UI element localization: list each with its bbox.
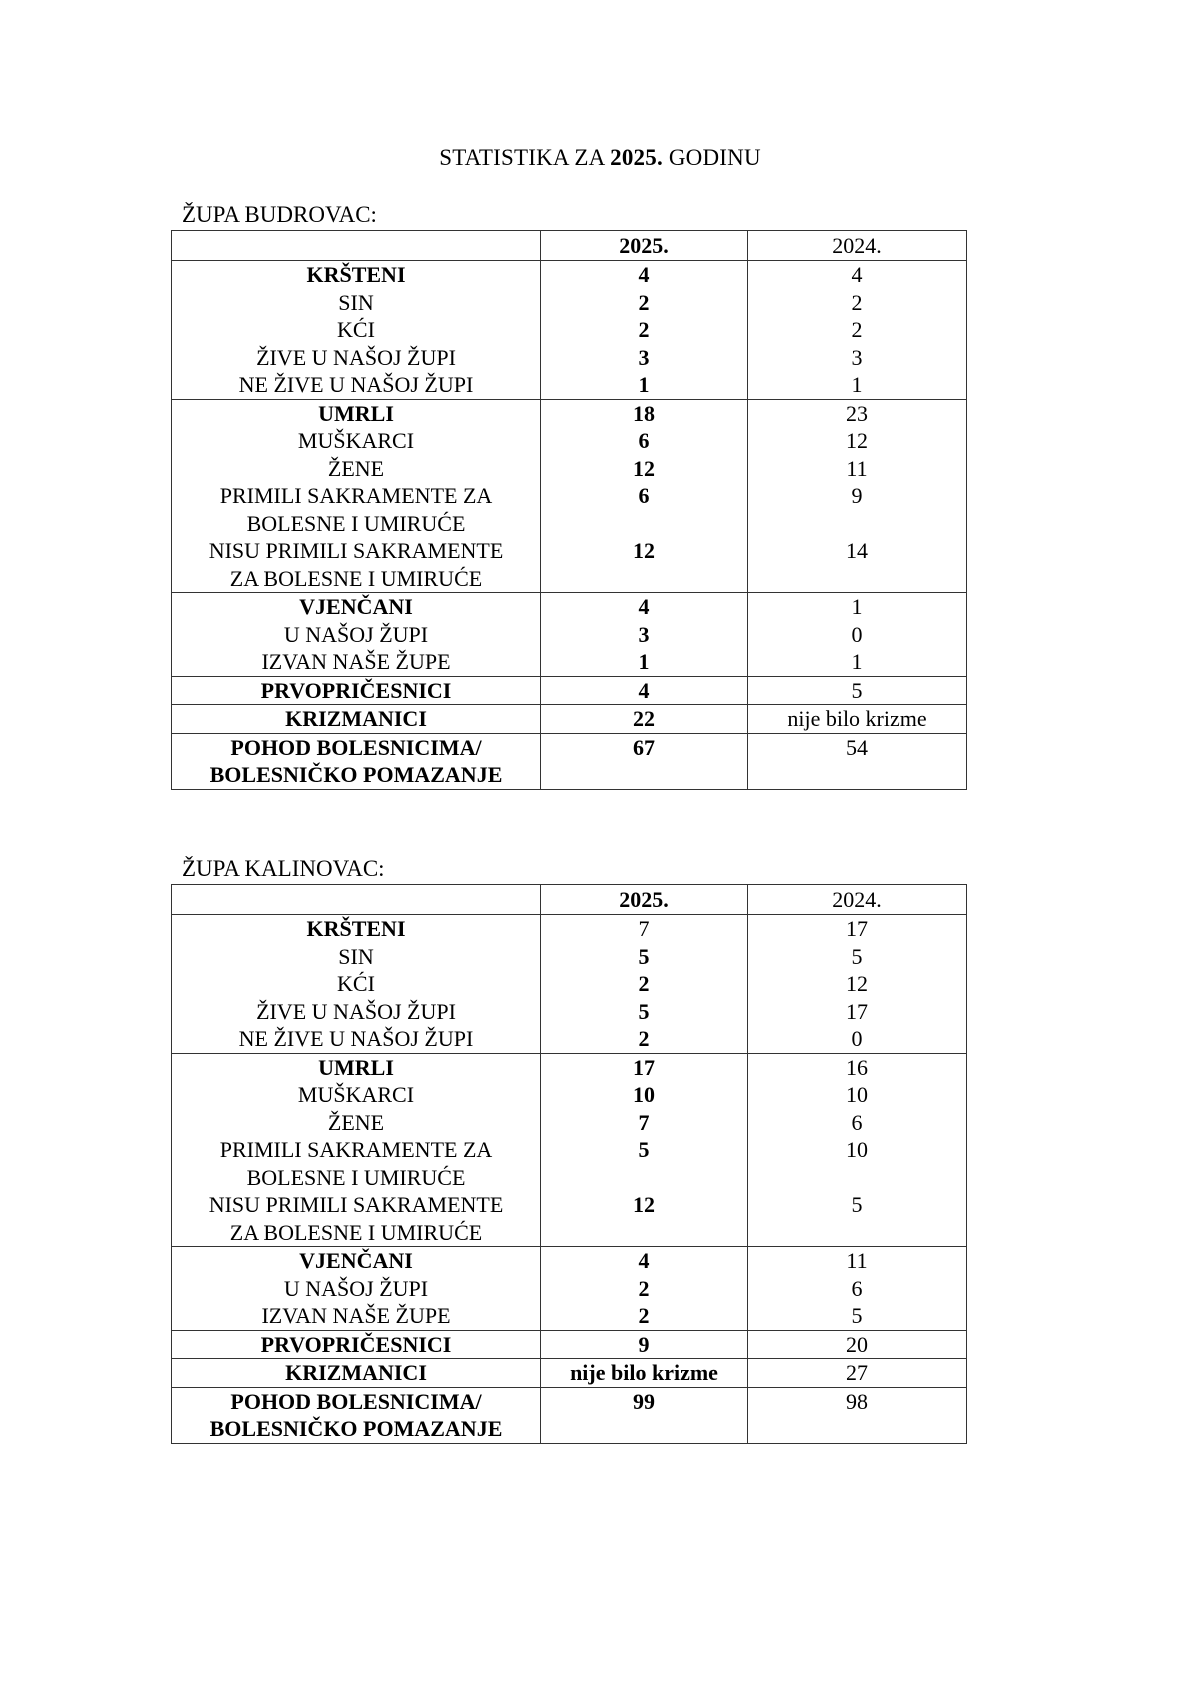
value-2025: 5	[541, 1136, 748, 1191]
table-row	[172, 289, 967, 317]
row-label: KĆI	[172, 970, 541, 998]
value-2025: 18	[541, 399, 748, 427]
row-label: MUŠKARCI	[172, 427, 541, 455]
value-2024: 11	[748, 1247, 967, 1275]
value-2024: 5	[748, 943, 967, 971]
row-label-line: ZA BOLESNE I UMIRUĆE	[229, 565, 483, 591]
row-label: VJENČANI	[172, 593, 541, 621]
table-row	[172, 427, 967, 455]
row-label: UMRLI	[172, 399, 541, 427]
value-2024: 3	[748, 344, 967, 372]
value-2025: 4	[541, 1247, 748, 1275]
table-row	[172, 1387, 967, 1443]
title-year: 2025.	[610, 145, 663, 170]
value-2024: 9	[748, 482, 967, 537]
value-2025: 5	[541, 998, 748, 1026]
table-row	[172, 648, 967, 676]
table-row	[172, 1359, 967, 1388]
row-label-line: PRIMILI SAKRAMENTE ZA	[219, 483, 493, 508]
row-label-line: NISU PRIMILI SAKRAMENTE	[208, 1192, 504, 1217]
row-label-line: BOLESNIČKO POMAZANJE	[209, 762, 503, 787]
row-label-line: BOLESNE I UMIRUĆE	[246, 510, 466, 536]
row-label-line: POHOD BOLESNICIMA/	[230, 734, 482, 760]
table-row	[172, 1109, 967, 1137]
table-header-row	[172, 231, 967, 261]
value-2025: 1	[541, 648, 748, 676]
row-label: SIN	[172, 943, 541, 971]
row-label: IZVAN NAŠE ŽUPE	[172, 648, 541, 676]
row-label: PRVOPRIČESNICI	[172, 676, 541, 705]
table-row	[172, 593, 967, 621]
value-2025: 12	[541, 1191, 748, 1247]
value-2024: 12	[748, 427, 967, 455]
row-label-line: PRIMILI SAKRAMENTE ZA	[219, 1137, 493, 1162]
header-2024: 2024.	[748, 885, 967, 915]
row-label-line: ZA BOLESNE I UMIRUĆE	[229, 1219, 483, 1245]
header-2024: 2024.	[748, 231, 967, 261]
table-row	[172, 1275, 967, 1303]
row-label: SIN	[172, 289, 541, 317]
table-row	[172, 1081, 967, 1109]
value-2025: 1	[541, 371, 748, 399]
value-2025: 6	[541, 427, 748, 455]
value-2024: 0	[748, 1025, 967, 1053]
row-label	[172, 1136, 541, 1191]
value-2025: 22	[541, 705, 748, 734]
row-label: VJENČANI	[172, 1247, 541, 1275]
row-label: KRŠTENI	[172, 915, 541, 943]
value-2025: 2	[541, 289, 748, 317]
row-label	[172, 482, 541, 537]
header-label-cell	[172, 231, 541, 261]
row-label: IZVAN NAŠE ŽUPE	[172, 1302, 541, 1330]
row-label: ŽIVE U NAŠOJ ŽUPI	[172, 998, 541, 1026]
value-2024: 17	[748, 998, 967, 1026]
value-2025: 6	[541, 482, 748, 537]
row-label: MUŠKARCI	[172, 1081, 541, 1109]
row-label-line: BOLESNE I UMIRUĆE	[246, 1164, 466, 1190]
value-2024: 5	[748, 1191, 967, 1247]
value-2025: 4	[541, 261, 748, 289]
value-2024: 10	[748, 1136, 967, 1191]
value-2025: 12	[541, 455, 748, 483]
table-row	[172, 537, 967, 593]
value-2025: 2	[541, 316, 748, 344]
table-row	[172, 1330, 967, 1359]
value-2025: 99	[541, 1387, 748, 1443]
value-2025: 3	[541, 344, 748, 372]
table-row	[172, 399, 967, 427]
row-label: KĆI	[172, 316, 541, 344]
value-2025: 17	[541, 1053, 748, 1081]
table-row	[172, 371, 967, 399]
value-2025: 7	[541, 1109, 748, 1137]
table-row	[172, 943, 967, 971]
parish-name-budrovac: ŽUPA BUDROVAC:	[182, 202, 377, 227]
value-2025: nije bilo krizme	[541, 1359, 748, 1388]
row-label: KRIZMANICI	[172, 1359, 541, 1388]
value-2024: 23	[748, 399, 967, 427]
table-row	[172, 970, 967, 998]
value-2025: 5	[541, 943, 748, 971]
table-row	[172, 998, 967, 1026]
title-suffix: GODINU	[662, 145, 761, 170]
value-2024: 17	[748, 915, 967, 943]
row-label-line: POHOD BOLESNICIMA/	[230, 1388, 482, 1414]
table-row	[172, 1136, 967, 1191]
value-2025: 12	[541, 537, 748, 593]
table-row	[172, 621, 967, 649]
table-row	[172, 676, 967, 705]
value-2025: 9	[541, 1330, 748, 1359]
parish-name-kalinovac: ŽUPA KALINOVAC:	[182, 856, 385, 881]
table-row	[172, 482, 967, 537]
row-label-line: BOLESNIČKO POMAZANJE	[209, 1416, 503, 1441]
value-2024: nije bilo krizme	[748, 705, 967, 734]
value-2025: 2	[541, 1302, 748, 1330]
table-row	[172, 344, 967, 372]
value-2024: 98	[748, 1387, 967, 1443]
value-2025: 4	[541, 676, 748, 705]
table-row	[172, 455, 967, 483]
row-label: PRVOPRIČESNICI	[172, 1330, 541, 1359]
row-label: NE ŽIVE U NAŠOJ ŽUPI	[172, 1025, 541, 1053]
value-2024: 14	[748, 537, 967, 593]
row-label: NE ŽIVE U NAŠOJ ŽUPI	[172, 371, 541, 399]
row-label: KRŠTENI	[172, 261, 541, 289]
header-2025: 2025.	[541, 231, 748, 261]
header-label-cell	[172, 885, 541, 915]
table-row	[172, 316, 967, 344]
value-2025: 2	[541, 1025, 748, 1053]
row-label	[172, 537, 541, 593]
value-2025: 2	[541, 1275, 748, 1303]
value-2024: 27	[748, 1359, 967, 1388]
value-2024: 0	[748, 621, 967, 649]
value-2025: 10	[541, 1081, 748, 1109]
table-row	[172, 1191, 967, 1247]
value-2024: 2	[748, 316, 967, 344]
value-2024: 5	[748, 1302, 967, 1330]
title-prefix: STATISTIKA ZA	[439, 145, 611, 170]
table-row	[172, 1247, 967, 1275]
row-label	[172, 1191, 541, 1247]
table-row	[172, 915, 967, 943]
statistics-table-budrovac	[171, 230, 967, 790]
row-label: ŽENE	[172, 1109, 541, 1137]
value-2024: 4	[748, 261, 967, 289]
value-2024: 12	[748, 970, 967, 998]
value-2024: 1	[748, 371, 967, 399]
value-2024: 6	[748, 1109, 967, 1137]
row-label: UMRLI	[172, 1053, 541, 1081]
page-title	[0, 145, 1200, 171]
table-row	[172, 1302, 967, 1330]
value-2024: 11	[748, 455, 967, 483]
row-label-line: NISU PRIMILI SAKRAMENTE	[208, 538, 504, 563]
value-2024: 5	[748, 676, 967, 705]
value-2024: 1	[748, 593, 967, 621]
row-label: U NAŠOJ ŽUPI	[172, 1275, 541, 1303]
value-2025: 4	[541, 593, 748, 621]
table-row	[172, 1053, 967, 1081]
value-2024: 16	[748, 1053, 967, 1081]
table-row	[172, 733, 967, 789]
value-2025: 67	[541, 733, 748, 789]
value-2024: 54	[748, 733, 967, 789]
table-row	[172, 705, 967, 734]
value-2024: 6	[748, 1275, 967, 1303]
table-row	[172, 1025, 967, 1053]
value-2025: 7	[541, 915, 748, 943]
table-header-row	[172, 885, 967, 915]
row-label: U NAŠOJ ŽUPI	[172, 621, 541, 649]
value-2024: 2	[748, 289, 967, 317]
row-label	[172, 1387, 541, 1443]
row-label: KRIZMANICI	[172, 705, 541, 734]
value-2025: 2	[541, 970, 748, 998]
row-label: ŽIVE U NAŠOJ ŽUPI	[172, 344, 541, 372]
table-row	[172, 261, 967, 289]
value-2024: 1	[748, 648, 967, 676]
statistics-table-kalinovac	[171, 884, 967, 1444]
header-2025: 2025.	[541, 885, 748, 915]
value-2025: 3	[541, 621, 748, 649]
value-2024: 20	[748, 1330, 967, 1359]
value-2024: 10	[748, 1081, 967, 1109]
row-label: ŽENE	[172, 455, 541, 483]
row-label	[172, 733, 541, 789]
